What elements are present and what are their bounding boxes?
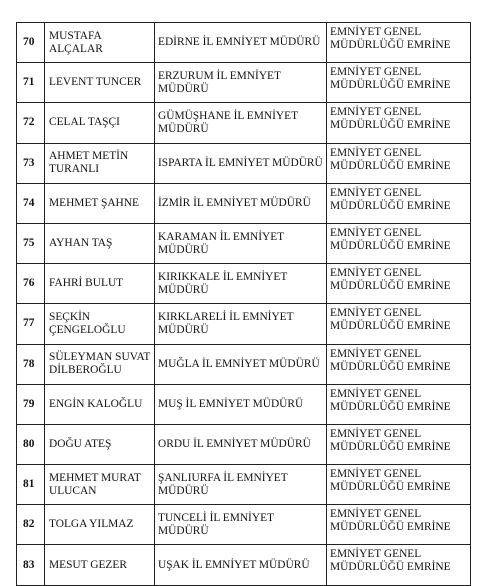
row-number-text: 74 [23, 196, 35, 209]
person-name: DOĞU ATEŞ [49, 437, 112, 450]
row-number-text: 79 [23, 397, 35, 410]
new-position: EMNİYET GENEL MÜDÜRLÜĞÜ EMRİNE [330, 508, 451, 534]
current-position-cell [155, 264, 327, 304]
person-name: FAHRİ BULUT [49, 277, 124, 290]
current-position: ŞANLIURFA İL EMNİYET MÜDÜRÜ [158, 471, 288, 497]
current-position-cell [155, 465, 327, 505]
row-number-text: 75 [23, 237, 35, 250]
person-name-cell [45, 465, 155, 505]
row-number [17, 63, 45, 103]
person-name: ENGİN KALOĞLU [49, 397, 143, 410]
new-position: EMNİYET GENEL MÜDÜRLÜĞÜ EMRİNE [330, 387, 451, 413]
table-row [17, 23, 471, 63]
table-row [17, 183, 471, 223]
new-position-cell [327, 223, 471, 263]
appointments-table [16, 22, 471, 586]
table-row [17, 505, 471, 545]
person-name: SÜLEYMAN SUVAT DİLBEROĞLU [49, 351, 151, 377]
new-position-cell [327, 505, 471, 545]
row-number [17, 143, 45, 183]
row-number [17, 465, 45, 505]
person-name-cell [45, 424, 155, 464]
table-row [17, 264, 471, 304]
current-position: KARAMAN İL EMNİYET MÜDÜRÜ [158, 230, 284, 256]
current-position: KIRIKKALE İL EMNİYET MÜDÜRÜ [158, 270, 288, 296]
person-name: MESUT GEZER [49, 558, 127, 571]
new-position: EMNİYET GENEL MÜDÜRLÜĞÜ EMRİNE [330, 307, 451, 333]
new-position-cell [327, 23, 471, 63]
person-name-cell [45, 63, 155, 103]
current-position: GÜMÜŞHANE İL EMNİYET MÜDÜRÜ [158, 109, 298, 135]
row-number-text: 81 [23, 478, 35, 491]
row-number-text: 70 [23, 36, 35, 49]
table-row [17, 424, 471, 464]
current-position: UŞAK İL EMNİYET MÜDÜRÜ [158, 558, 310, 571]
row-number [17, 223, 45, 263]
current-position: TUNCELİ İL EMNİYET MÜDÜRÜ [158, 511, 274, 537]
current-position: ISPARTA İL EMNİYET MÜDÜRÜ [158, 156, 323, 169]
new-position: EMNİYET GENEL MÜDÜRLÜĞÜ EMRİNE [330, 186, 451, 212]
row-number-text: 76 [23, 277, 35, 290]
row-number [17, 424, 45, 464]
person-name-cell [45, 344, 155, 384]
new-position: EMNİYET GENEL MÜDÜRLÜĞÜ EMRİNE [330, 468, 451, 494]
current-position-cell [155, 424, 327, 464]
person-name: TOLGA YILMAZ [49, 518, 134, 531]
table-row [17, 143, 471, 183]
row-number-text: 83 [23, 558, 35, 571]
table-row [17, 344, 471, 384]
person-name: MUSTAFA ALÇALAR [49, 29, 103, 55]
new-position: EMNİYET GENEL MÜDÜRLÜĞÜ EMRİNE [330, 146, 451, 172]
new-position-cell [327, 344, 471, 384]
new-position: EMNİYET GENEL MÜDÜRLÜĞÜ EMRİNE [330, 106, 451, 132]
current-position-cell [155, 505, 327, 545]
new-position-cell [327, 103, 471, 143]
row-number [17, 183, 45, 223]
new-position-cell [327, 264, 471, 304]
current-position-cell [155, 223, 327, 263]
appointments-table-body [17, 23, 471, 586]
new-position: EMNİYET GENEL MÜDÜRLÜĞÜ EMRİNE [330, 267, 451, 293]
row-number [17, 344, 45, 384]
table-row [17, 465, 471, 505]
table-row [17, 304, 471, 344]
row-number-text: 77 [23, 317, 35, 330]
person-name-cell [45, 505, 155, 545]
row-number [17, 304, 45, 344]
current-position: ORDU İL EMNİYET MÜDÜRÜ [158, 437, 311, 450]
current-position: ERZURUM İL EMNİYET MÜDÜRÜ [158, 69, 281, 95]
person-name-cell [45, 23, 155, 63]
new-position-cell [327, 424, 471, 464]
row-number-text: 73 [23, 156, 35, 169]
person-name-cell [45, 223, 155, 263]
person-name-cell [45, 103, 155, 143]
new-position-cell [327, 465, 471, 505]
person-name: MEHMET ŞAHNE [49, 196, 139, 209]
row-number [17, 264, 45, 304]
new-position: EMNİYET GENEL MÜDÜRLÜĞÜ EMRİNE [330, 226, 451, 252]
current-position-cell [155, 545, 327, 585]
current-position-cell [155, 384, 327, 424]
person-name: SEÇKİN ÇENGELOĞLU [49, 310, 126, 336]
table-row [17, 63, 471, 103]
new-position: EMNİYET GENEL MÜDÜRLÜĞÜ EMRİNE [330, 427, 451, 453]
current-position: MUĞLA İL EMNİYET MÜDÜRÜ [158, 357, 320, 370]
row-number-text: 80 [23, 437, 35, 450]
row-number [17, 23, 45, 63]
current-position: İZMİR İL EMNİYET MÜDÜRÜ [158, 196, 311, 209]
person-name-cell [45, 143, 155, 183]
current-position-cell [155, 304, 327, 344]
new-position-cell [327, 63, 471, 103]
person-name: MEHMET MURAT ULUCAN [49, 471, 141, 497]
current-position-cell [155, 183, 327, 223]
table-row [17, 103, 471, 143]
table-row [17, 223, 471, 263]
current-position-cell [155, 63, 327, 103]
person-name-cell [45, 183, 155, 223]
person-name: CELAL TAŞÇI [49, 116, 120, 129]
row-number [17, 384, 45, 424]
row-number-text: 78 [23, 357, 35, 370]
person-name-cell [45, 264, 155, 304]
new-position: EMNİYET GENEL MÜDÜRLÜĞÜ EMRİNE [330, 66, 451, 92]
person-name-cell [45, 384, 155, 424]
current-position-cell [155, 143, 327, 183]
new-position: EMNİYET GENEL MÜDÜRLÜĞÜ EMRİNE [330, 548, 451, 574]
new-position-cell [327, 545, 471, 585]
person-name: AHMET METİN TURANLI [49, 150, 129, 176]
person-name: AYHAN TAŞ [49, 237, 113, 250]
row-number [17, 103, 45, 143]
new-position-cell [327, 304, 471, 344]
current-position: KIRKLARELİ İL EMNİYET MÜDÜRÜ [158, 310, 294, 336]
row-number-text: 71 [23, 76, 35, 89]
new-position: EMNİYET GENEL MÜDÜRLÜĞÜ EMRİNE [330, 347, 451, 373]
person-name: LEVENT TUNCER [49, 76, 142, 89]
table-row [17, 384, 471, 424]
current-position: MUŞ İL EMNİYET MÜDÜRÜ [158, 397, 304, 410]
person-name-cell [45, 304, 155, 344]
new-position-cell [327, 183, 471, 223]
table-row [17, 545, 471, 585]
row-number-text: 82 [23, 518, 35, 531]
row-number [17, 505, 45, 545]
new-position-cell [327, 143, 471, 183]
current-position-cell [155, 103, 327, 143]
person-name-cell [45, 545, 155, 585]
current-position-cell [155, 23, 327, 63]
new-position-cell [327, 384, 471, 424]
row-number-text: 72 [23, 116, 35, 129]
row-number [17, 545, 45, 585]
current-position: EDİRNE İL EMNİYET MÜDÜRÜ [158, 36, 321, 49]
new-position: EMNİYET GENEL MÜDÜRLÜĞÜ EMRİNE [330, 26, 451, 51]
current-position-cell [155, 344, 327, 384]
